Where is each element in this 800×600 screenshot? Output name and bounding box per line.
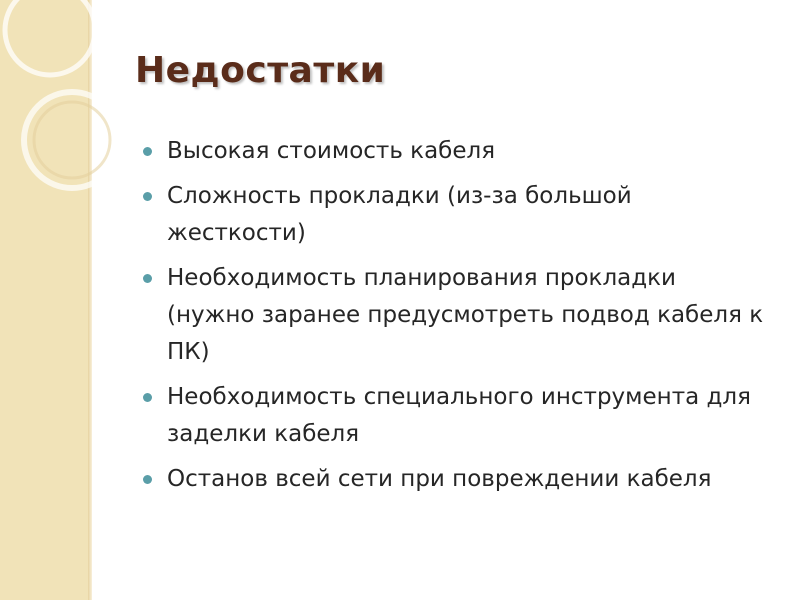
bullet-text: Высокая стоимость кабеля <box>167 138 496 164</box>
bullet-item <box>140 133 770 170</box>
bullet-dot-icon <box>143 147 152 156</box>
bullet-dot-icon <box>143 393 152 402</box>
bullet-item <box>140 178 770 252</box>
bullet-item <box>140 260 770 371</box>
bullet-item <box>140 461 770 498</box>
ring-decoration-icon <box>0 0 120 240</box>
bullet-list <box>140 133 770 506</box>
bullet-dot-icon <box>143 274 152 283</box>
bullet-item <box>140 379 770 453</box>
bullet-text: Необходимость специального инструмента для заделки кабеля <box>167 384 751 447</box>
bullet-text: Останов всей сети при повреждении кабеля <box>167 466 712 492</box>
bullet-dot-icon <box>143 475 152 484</box>
slide-title: Недостатки <box>135 50 386 91</box>
bullet-dot-icon <box>143 192 152 201</box>
bullet-text: Необходимость планирования прокладки (нужно заранее предусмотреть подвод кабеля к ПК) <box>167 265 764 365</box>
bullet-text: Сложность прокладки (из-за большой жесткости) <box>167 183 632 246</box>
